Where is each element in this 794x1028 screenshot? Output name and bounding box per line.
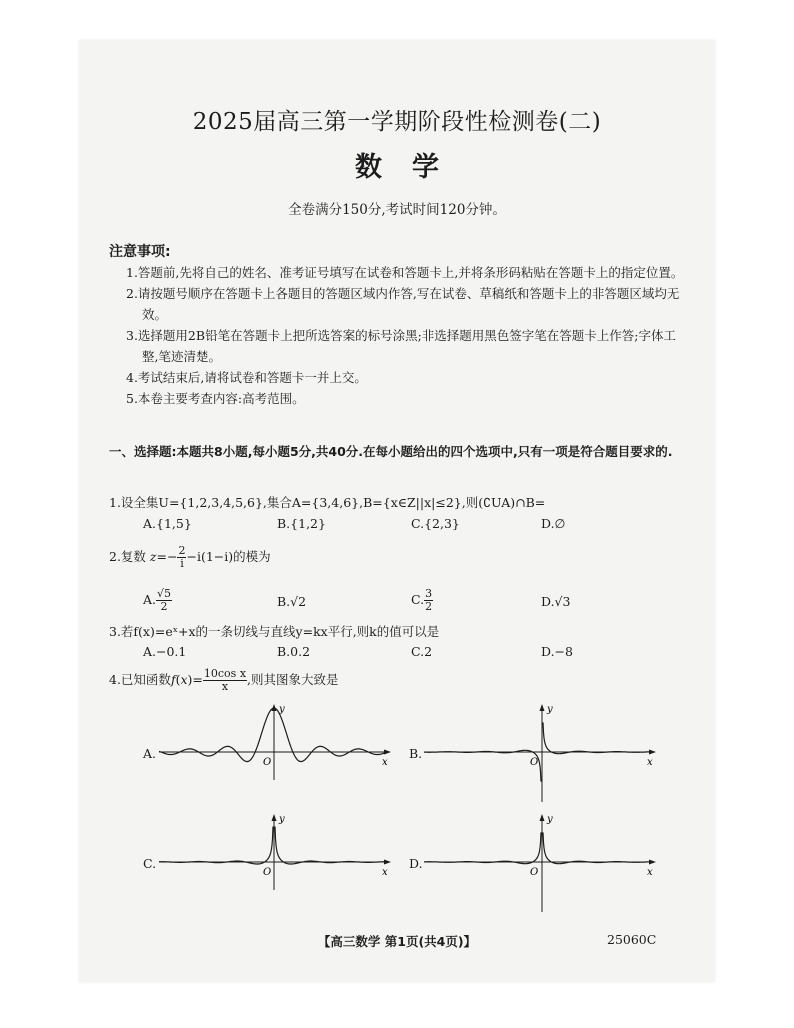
q4-prefix: 4.已知函数	[109, 672, 171, 687]
graph-d-origin: O	[530, 867, 539, 878]
q2-option-d: D.√3	[541, 594, 571, 609]
graph-b-origin: O	[530, 757, 539, 768]
graph-c-x-label: x	[382, 867, 388, 878]
q3-option-b: B.0.2	[277, 644, 311, 659]
question-4: 4.已知函数f(x)= $\frac{\text{10cos x}}{x}$ ,则其图象大致是	[109, 667, 339, 693]
exam-info: 全卷满分150分,考试时间120分钟。	[288, 202, 506, 218]
q3-option-a: A.−0.1	[143, 644, 187, 659]
q2-frac-num: 2	[178, 544, 186, 557]
q3-option-d: D.−8	[541, 644, 573, 659]
graph-c-origin: O	[263, 867, 272, 878]
q4-option-c-label: C.	[143, 856, 157, 871]
graph-d-x-label: x	[647, 867, 653, 878]
q2-frac-den: i	[180, 557, 184, 570]
subject-title: 数学	[355, 152, 469, 183]
page-title: 2025届高三第一学期阶段性检测卷(二)	[192, 109, 602, 135]
q1-option-c: C.{2,3}	[411, 516, 460, 531]
section-heading: 一、选择题:本题共8小题,每小题5分,共40分.在每小题给出的四个选项中,只有一项是符合题目要求的.	[109, 444, 673, 459]
q2-suffix: −i(1−i)的模为	[186, 549, 271, 564]
page-footer: 【高三数学 第1页(共4页)】	[317, 934, 477, 949]
q4-graph-a	[159, 702, 394, 782]
q4-suffix: ,则其图象大致是	[247, 672, 339, 687]
q4-graph-c	[159, 812, 394, 892]
q4-frac-num: 10cos x	[203, 667, 247, 680]
question-2: 2.复数 z=− $\frac{2}{i}$ −i(1−i)的模为	[109, 544, 271, 570]
q2-a-num: √5	[157, 587, 172, 600]
q2-prefix: 2.复数	[109, 549, 146, 564]
q3-option-c: C.2	[411, 644, 433, 659]
notes-list	[126, 262, 686, 409]
graph-c-y-label: y	[279, 814, 285, 825]
q2-option-c: C. $\frac{3}{2}$	[411, 587, 433, 613]
question-1: 1.设全集U={1,2,3,4,5,6},集合A={3,4,6},B={x∈Z||x|≤2},则(∁UA)∩B=	[109, 495, 546, 510]
q2-a-den: 2	[160, 600, 168, 613]
note-item: 4.考试结束后,请将试卷和答题卡一并上交。	[126, 370, 367, 385]
question-3: 3.若f(x)=eˣ+x的一条切线与直线y=kx平行,则k的值可以是	[109, 624, 440, 639]
note-item: 5.本卷主要考查内容:高考范围。	[126, 391, 305, 406]
q4-option-d-label: D.	[409, 856, 423, 871]
q2-option-a: A. $\frac{√5}{2}$	[143, 587, 172, 613]
q1-option-b: B.{1,2}	[277, 516, 326, 531]
q2-option-b: B.√2	[277, 594, 307, 609]
q4-graph-d	[424, 812, 659, 917]
graph-a-y-label: y	[279, 704, 285, 715]
exam-page	[79, 40, 715, 982]
q1-option-a: A.{1,5}	[143, 516, 192, 531]
graph-a-x-label: x	[382, 757, 388, 768]
q2-c-num: 3	[425, 587, 433, 600]
note-item: 1.答题前,先将自己的姓名、准考证号填写在试卷和答题卡上,并将条形码粘贴在答题卡上的指定位置。	[126, 265, 684, 280]
q1-option-d: D.∅	[541, 516, 566, 531]
q4-frac-den: x	[221, 680, 229, 693]
q2-c-den: 2	[425, 600, 433, 613]
graph-a-origin: O	[263, 757, 272, 768]
graph-d-y-label: y	[547, 814, 553, 825]
notes-heading: 注意事项:	[109, 244, 171, 260]
graph-b-x-label: x	[647, 757, 653, 768]
q4-option-a-label: A.	[143, 746, 157, 761]
note-item: 3.选择题用2B铅笔在答题卡上把所选答案的标号涂黑;非选择题用黑色签字笔在答题卡上作答;字体工整,笔迹清楚。	[126, 328, 676, 364]
q4-option-b-label: B.	[409, 746, 423, 761]
exam-code: 25060C	[607, 932, 657, 947]
graph-b-y-label: y	[547, 704, 553, 715]
q4-graph-b	[424, 702, 659, 807]
note-item: 2.请按题号顺序在答题卡上各题目的答题区域内作答,写在试卷、草稿纸和答题卡上的非答题区域均无效。	[126, 286, 680, 322]
